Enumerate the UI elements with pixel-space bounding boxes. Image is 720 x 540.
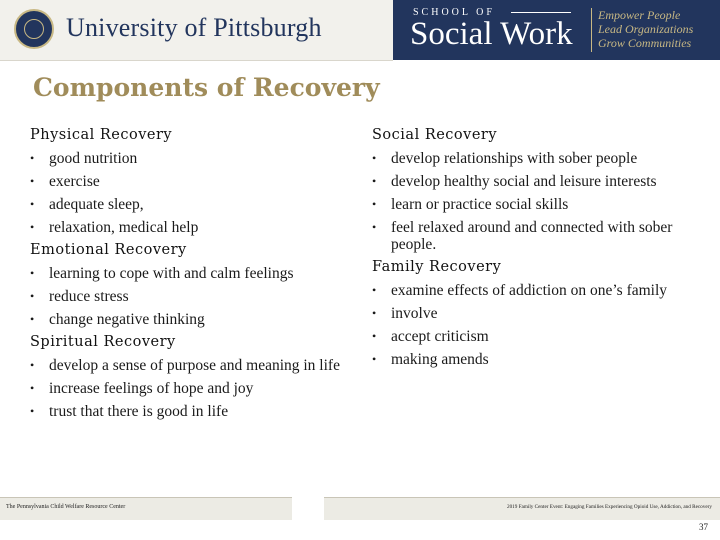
bullet-icon: •: [372, 329, 377, 343]
header-divider: [591, 8, 592, 52]
list-item: • learn or practice social skills: [372, 193, 717, 216]
bullet-icon: •: [30, 312, 35, 326]
bullet-icon: •: [372, 352, 377, 366]
school-of-label: SCHOOL OF: [413, 7, 495, 18]
tagline-line: Grow Communities: [598, 36, 692, 50]
bullet-list: [30, 262, 360, 331]
list-item: • trust that there is good in life: [30, 400, 360, 423]
bullet-list: [372, 147, 717, 256]
list-item: • develop relationships with sober people: [372, 147, 717, 170]
bullet-icon: •: [30, 174, 35, 188]
list-item: • making amends: [372, 348, 717, 371]
left-column: [30, 124, 360, 423]
bullet-icon: •: [30, 197, 35, 211]
bullet-list: [30, 354, 360, 423]
footer-left-bar: [0, 497, 292, 520]
list-item: • feel relaxed around and connected with sober people.: [372, 219, 673, 253]
slide-title: Components of Recovery: [33, 73, 380, 102]
footer-organization: The Pennsylvania Child Welfare Resource Center: [6, 504, 126, 510]
school-tagline: [598, 8, 693, 50]
footer-right-bar: [324, 497, 720, 520]
slide-header: [0, 0, 720, 60]
school-banner: [393, 0, 720, 60]
bullet-icon: •: [30, 358, 35, 372]
list-item: • involve: [372, 302, 717, 325]
header-rule: [511, 12, 571, 13]
bullet-icon: •: [30, 289, 35, 303]
bullet-icon: •: [372, 174, 377, 188]
section-heading: Social Recovery: [372, 127, 498, 143]
list-item: • learning to cope with and calm feelings: [30, 262, 360, 285]
bullet-icon: •: [372, 283, 377, 297]
university-name: University of Pittsburgh: [66, 13, 322, 42]
section-heading: Physical Recovery: [30, 127, 173, 143]
footer-event: 2019 Family Center Event: Engaging Families Experiencing Opioid Use, Addiction, and Recovery: [506, 504, 712, 510]
list-item: • adequate sleep,: [30, 193, 360, 216]
bullet-icon: •: [30, 220, 35, 234]
list-item: • change negative thinking: [30, 308, 360, 331]
bullet-icon: •: [372, 220, 377, 234]
bullet-icon: •: [372, 306, 377, 320]
bullet-icon: •: [372, 151, 377, 165]
school-name: Social Work: [410, 16, 573, 52]
list-item: • develop a sense of purpose and meaning in life: [30, 357, 340, 374]
right-column: [372, 124, 717, 371]
university-banner: [0, 0, 393, 61]
bullet-icon: •: [30, 381, 35, 395]
bullet-icon: •: [372, 197, 377, 211]
list-item: • reduce stress: [30, 285, 360, 308]
list-item: • relaxation, medical help: [30, 216, 360, 239]
list-item: • exercise: [30, 170, 360, 193]
list-item: • examine effects of addiction on one’s family: [372, 279, 717, 302]
list-item: • develop healthy social and leisure interests: [372, 170, 717, 193]
bullet-icon: •: [30, 266, 35, 280]
bullet-icon: •: [30, 151, 35, 165]
bullet-icon: •: [30, 404, 35, 418]
section-heading: Emotional Recovery: [30, 242, 187, 258]
section-heading: Family Recovery: [372, 259, 502, 275]
bullet-list: [372, 279, 717, 371]
section-heading: Spiritual Recovery: [30, 334, 176, 350]
tagline-line: Empower People: [598, 8, 681, 22]
page-number: 37: [699, 522, 708, 532]
list-item: • good nutrition: [30, 147, 360, 170]
tagline-line: Lead Organizations: [598, 22, 694, 36]
list-item: • increase feelings of hope and joy: [30, 377, 360, 400]
list-item: • accept criticism: [372, 325, 717, 348]
university-seal-icon: [14, 9, 54, 49]
bullet-list: [30, 147, 360, 239]
